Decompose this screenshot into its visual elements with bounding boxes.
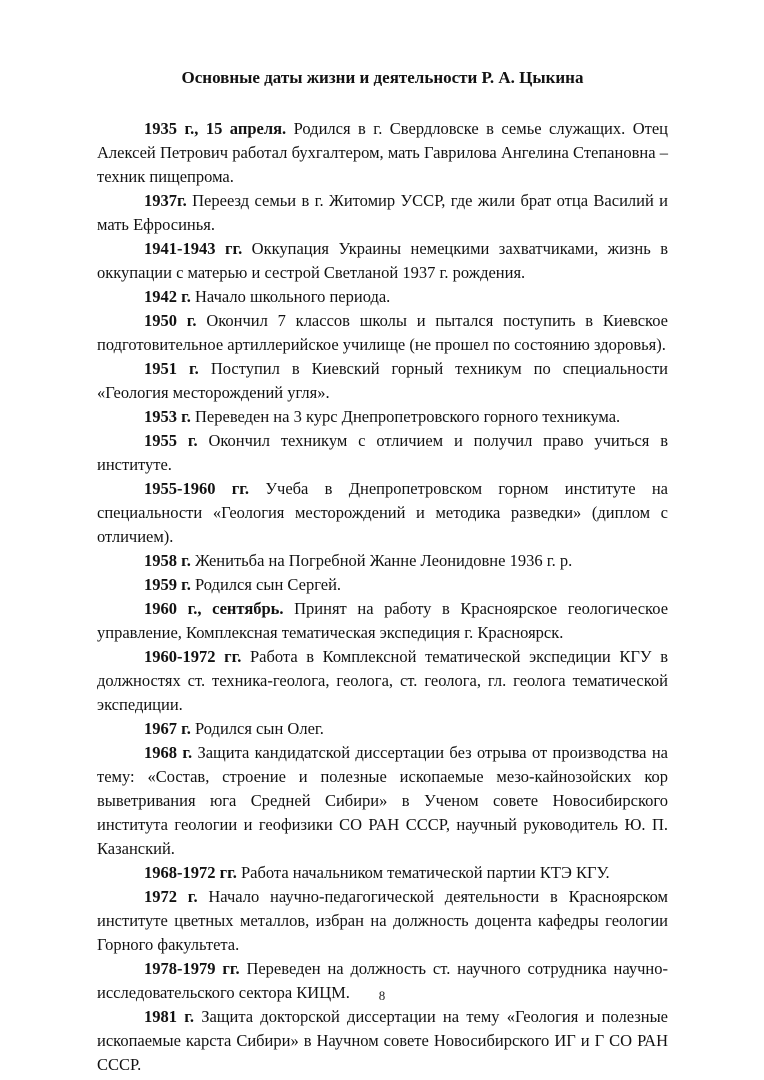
biography-entry [97,405,668,429]
page-number: 8 [378,988,386,1003]
entry-text: Родился в г. Свердловске в семье служащих. Отец Алексей Петрович работал бухгалтером, мать Гаврилова Ангелина Степановна – техник пищепрома. [97,119,668,186]
entry-date: 1955 г. [144,431,198,450]
biography-entry [97,477,668,549]
entry-text: Принят на работу в Красноярское геологическое управление, Комплексная тематическая экспедиция г. Красноярск. [97,599,669,642]
entry-text: Работа в Комплексной тематической экспедиции КГУ в должностях ст. техника-геолога, геолога, ст. геолога, гл. геолога тематической экспедиции. [97,647,668,714]
entry-date: 1960 г., сентябрь. [144,599,284,618]
biography-entry [97,549,668,573]
biography-entry [97,741,668,861]
entry-text: Начало научно-педагогической деятельности в Красноярском институте цветных металлов, избран на должность доцента кафедры геологии Горного факультета. [97,887,668,954]
entry-date: 1960-1972 гг. [144,647,242,666]
biography-entry [97,1005,668,1077]
entry-text: Переведен на должность ст. научного сотрудника научно-исследовательского сектора КИЦМ. [97,959,668,1002]
entry-text: Родился сын Сергей. [195,575,342,594]
entry-date: 1942 г. [144,287,191,306]
entry-text: Окончил 7 классов школы и пытался поступить в Киевское подготовительное артиллерийское училище (не прошел по состоянию здоровья). [97,311,668,354]
entry-text: Начало школьного периода. [195,287,391,306]
biography-entry [97,117,668,189]
entry-date: 1972 г. [144,887,198,906]
entry-text: Переведен на 3 курс Днепропетровского горного техникума. [195,407,621,426]
entry-text: Оккупация Украины немецкими захватчиками, жизнь в оккупации с матерью и сестрой Светланой 1937 г. рождения. [97,239,668,282]
page-title: Основные даты жизни и деятельности Р. А. Цыкина [181,68,584,87]
entry-text: Работа начальником тематической партии КТЭ КГУ. [241,863,610,882]
biography-entry [97,429,668,477]
entry-date: 1981 г. [144,1007,194,1026]
biography-entry [97,597,668,645]
entry-date: 1937г. [144,191,187,210]
entry-text: Защита кандидатской диссертации без отрыва от производства на тему: «Состав, строение и полезные ископаемые мезо-кайнозойских кор выветривания юга Средней Сибири» в Ученом совете Новосибирского института геологии и геофизики СО РАН СССР, научный руководитель Ю. П. Казанский. [97,743,668,858]
entry-date: 1959 г. [144,575,191,594]
entry-date: 1958 г. [144,551,191,570]
entry-date: 1935 г., 15 апреля. [144,119,287,138]
entry-date: 1941-1943 гг. [144,239,243,258]
biography-entry [97,309,668,357]
biography-entry [97,285,668,309]
entry-date: 1967 г. [144,719,191,738]
entry-text: Защита докторской диссертации на тему «Геология и полезные ископаемые карста Сибири» в Научном совете Новосибирского ИГ и Г СО РАН СССР. [97,1007,668,1074]
entry-date: 1978-1979 гг. [144,959,240,978]
entry-text: Учеба в Днепропетровском горном институте на специальности «Геология месторождений и методика разведки» (диплом с отличием). [97,479,669,546]
entry-text: Окончил техникум с отличием и получил право учиться в институте. [97,431,668,474]
biography-entries [97,117,668,1077]
biography-entry [97,237,668,285]
entry-date: 1968-1972 гг. [144,863,237,882]
entry-date: 1968 г. [144,743,193,762]
entry-date: 1950 г. [144,311,197,330]
biography-entry [97,645,668,717]
entry-date: 1953 г. [144,407,191,426]
biography-entry [97,717,668,741]
biography-entry [97,885,668,957]
entry-date: 1951 г. [144,359,199,378]
biography-entry [97,357,668,405]
entry-text: Переезд семьи в г. Житомир УССР, где жили брат отца Василий и мать Ефросинья. [97,191,668,234]
entry-text: Родился сын Олег. [195,719,324,738]
entry-date: 1955-1960 гг. [144,479,250,498]
biography-entry [97,573,668,597]
biography-entry [97,189,668,237]
biography-entry [97,861,668,885]
entry-text: Поступил в Киевский горный техникум по специальности «Геология месторождений угля». [97,359,668,402]
entry-text: Женитьба на Погребной Жанне Леонидовне 1936 г. р. [195,551,573,570]
